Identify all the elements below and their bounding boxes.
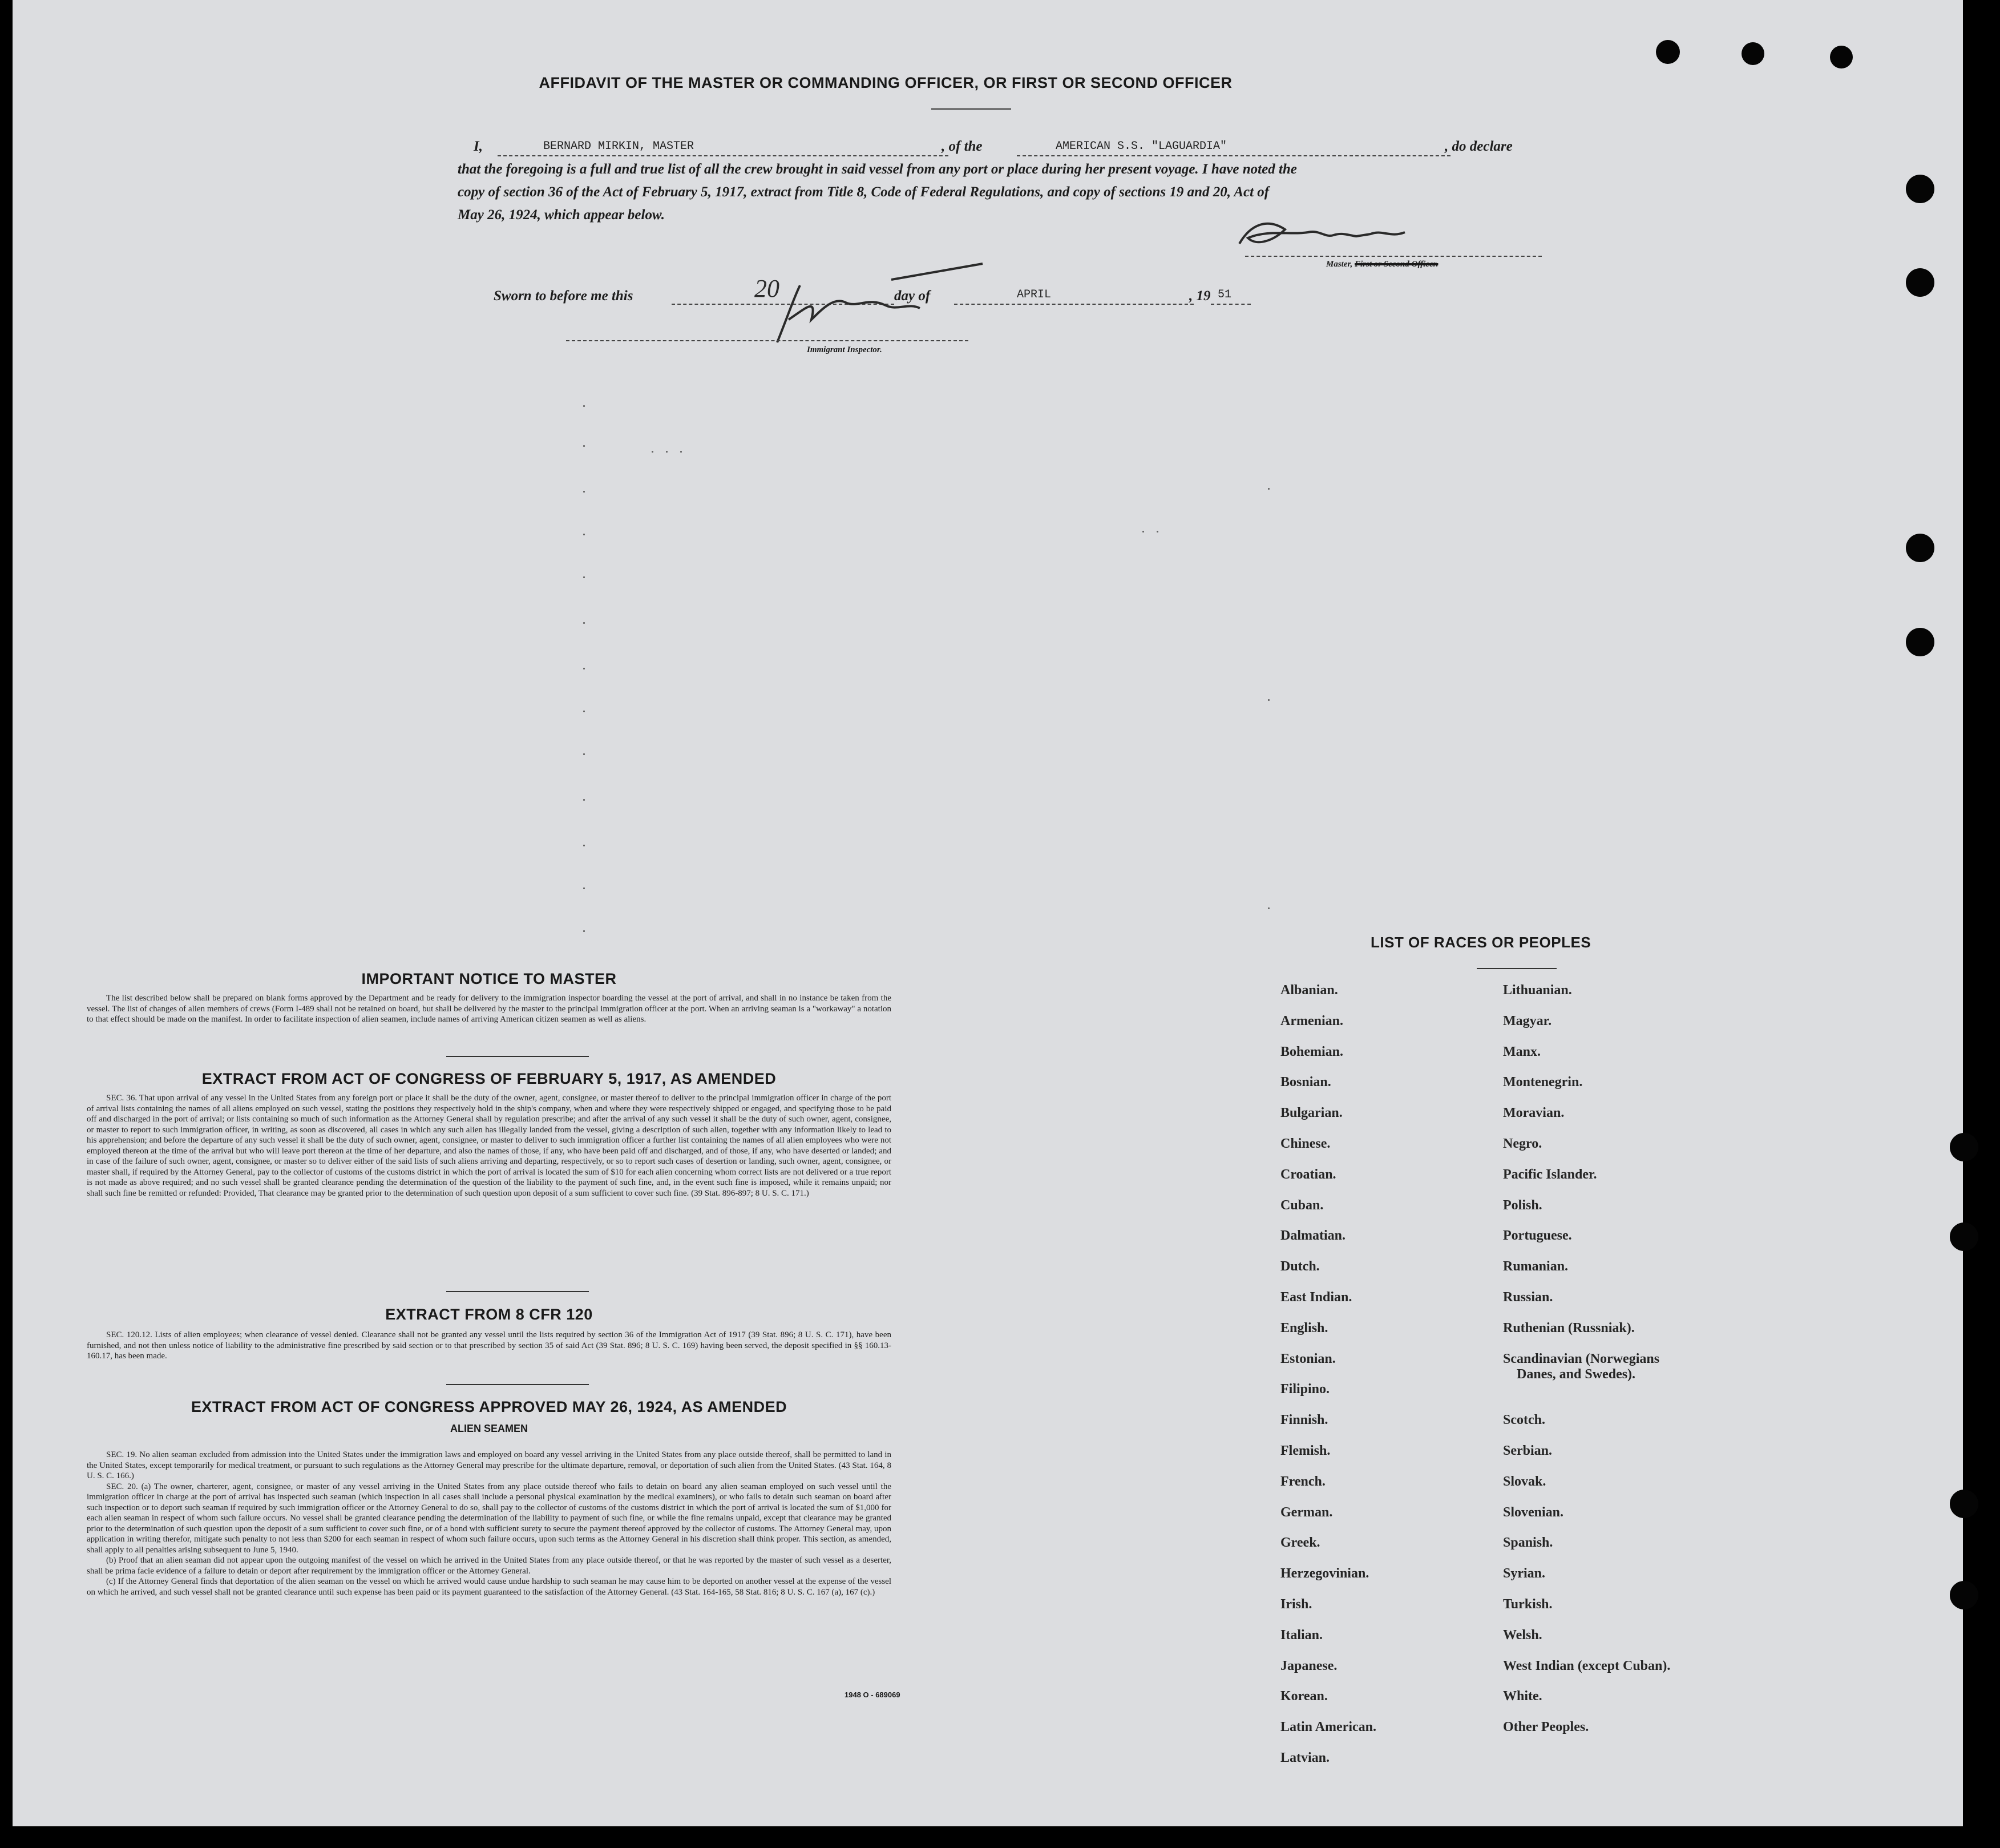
race-item	[1503, 1750, 1800, 1781]
leader-dot	[583, 711, 585, 712]
race-item: German.	[1280, 1504, 1333, 1520]
race-item: Estonian.	[1280, 1351, 1336, 1366]
sec19-paragraph: SEC. 19. No alien seaman excluded from admission into the United States under the immigration laws and employed on board any vessel arriving in the United States from any place outside thereof, shall be permitted to land in the United States, except temporarily for medical treatment, or pursuant to such regulations as the Attorney General may prescribe for the ultimate departure, removal, or deportation of such alien from the United States. (43 Stat. 164, 8 U. S. C. 166.)	[87, 1450, 891, 1480]
race-item: Irish.	[1280, 1596, 1312, 1612]
leader-dot	[583, 799, 585, 801]
race-item: White.	[1503, 1689, 1542, 1704]
race-item: Welsh.	[1503, 1627, 1542, 1643]
race-item: Cuban.	[1280, 1197, 1324, 1213]
punch-hole	[1830, 46, 1853, 68]
print-code: 1948 O - 689069	[845, 1690, 900, 1699]
leader-dot	[1268, 907, 1270, 909]
name-blank	[498, 155, 948, 156]
race-item: Serbian.	[1503, 1443, 1553, 1458]
extract-cfr-body	[87, 1330, 891, 1362]
year-blank	[1211, 304, 1251, 305]
race-item: Herzegovinian.	[1280, 1566, 1369, 1581]
inspector-caption: Immigrant Inspector.	[807, 345, 882, 354]
race-item: English.	[1280, 1320, 1328, 1335]
leader-dot	[1268, 699, 1270, 701]
extract-cfr-title: EXTRACT FROM 8 CFR 120	[385, 1306, 593, 1323]
leader-dot	[583, 668, 585, 669]
leader-dot	[652, 451, 653, 453]
race-item: Moravian.	[1503, 1105, 1565, 1121]
leader-dot	[583, 534, 585, 535]
sworn-year: 51	[1218, 288, 1232, 301]
inspector-blank	[566, 340, 968, 341]
signature-blank	[1245, 256, 1542, 257]
extract-1917-body	[87, 1093, 891, 1199]
race-item: Italian.	[1280, 1627, 1323, 1643]
races-title-underline	[1477, 968, 1557, 969]
race-item: Russian.	[1503, 1289, 1553, 1305]
punch-hole	[1906, 175, 1934, 203]
race-item: Spanish.	[1503, 1535, 1553, 1551]
race-item: Syrian.	[1503, 1566, 1546, 1581]
leader-dot	[583, 930, 585, 932]
punch-hole	[1950, 1222, 1978, 1251]
leader-dot	[1268, 488, 1270, 490]
leader-dot	[1157, 531, 1158, 532]
punch-hole	[1950, 1133, 1978, 1161]
race-item: Dutch.	[1280, 1259, 1320, 1274]
race-item: Scotch.	[1503, 1413, 1545, 1428]
race-item: Dalmatian.	[1280, 1228, 1346, 1244]
notice-paragraph: The list described below shall be prepared on blank forms approved by the Department and be ready for delivery to the immigration inspector boarding the vessel at the port of arrival, and shall in no instance be taken from the vessel. The list of changes of alien members of crews (Form I-489 shall not be retained on board, but shall be delivered by the master to the principal immigration officer at the port. When an arriving seaman is a "workaway" a notation to that effect should be made on the manifest. In order to facilitate inspection of alien seamen, include names of arriving American citizen seamen as well as aliens.	[87, 994, 891, 1024]
form-page	[13, 0, 1963, 1826]
vessel-blank	[1017, 155, 1450, 156]
section-divider	[446, 1291, 589, 1292]
leader-dot	[583, 576, 585, 578]
races-title: LIST OF RACES OR PEOPLES	[1371, 934, 1591, 951]
race-item: Filipino.	[1280, 1382, 1330, 1397]
signature-caption	[1326, 260, 1438, 269]
leader-dot	[666, 451, 668, 453]
struck-caption: First or Second Officer.	[1355, 260, 1439, 269]
race-item: Bulgarian.	[1280, 1105, 1343, 1121]
race-item: Magyar.	[1503, 1013, 1552, 1028]
notice-title: IMPORTANT NOTICE TO MASTER	[361, 970, 617, 987]
sec20a-paragraph: SEC. 20. (a) The owner, charterer, agent, consignee, or master of any vessel arriving in the United States from any place outside thereof who fails to detain on board any alien seaman employed on such vessel until the immigration officer in charge at the port of arrival has inspected such seaman (which inspection in all cases shall include a personal physical examination by the medical examiners), or who fails to detain such seaman on board after such inspection or to deport such seaman if required by such immigration officer or the Attorney General to do so, shall pay to the collector of customs of the customs district in which the port of arrival is located the sum of $1,000 for each alien seaman in respect of whom such failure occurs. No vessel shall be granted clearance pending the determination of the liability to payment of such fine, or while the fine remains unpaid, except that clearance may be granted prior to the determination of such question upon the deposit of a sum sufficient to cover such fine, or of a bond with sufficient surety to secure the payment thereof approved by the collector of customs. The Attorney General may, upon application in writing therefor, mitigate such penalty to not less than $200 for each seaman in respect of whom such failure occurs, upon such terms as the Attorney General in his discretion shall think proper. This section, as amended, shall apply to all penalties arising subsequent to June 5, 1940.	[87, 1482, 891, 1555]
race-item: French.	[1280, 1474, 1326, 1489]
race-item: Chinese.	[1280, 1136, 1331, 1151]
master-name: BERNARD MIRKIN, MASTER	[543, 140, 694, 153]
leader-dot	[583, 405, 585, 407]
race-item: Pacific Islander.	[1503, 1167, 1597, 1182]
leader-dot	[583, 887, 585, 889]
races-column-2	[1503, 983, 1800, 1781]
leader-dot	[583, 845, 585, 846]
race-item	[1503, 1382, 1800, 1413]
race-item: Bosnian.	[1280, 1075, 1331, 1090]
sworn-day: 20	[754, 275, 779, 302]
race-item: Other Peoples.	[1503, 1720, 1589, 1735]
race-item: Latvian.	[1280, 1750, 1330, 1765]
title-underline	[931, 108, 1011, 110]
race-item: Finnish.	[1280, 1413, 1328, 1428]
race-item: Albanian.	[1280, 983, 1338, 998]
year-prefix: , 19	[1189, 288, 1211, 304]
section-divider	[446, 1056, 589, 1057]
punch-hole	[1656, 40, 1680, 64]
race-item: East Indian.	[1280, 1289, 1352, 1305]
sworn-month: APRIL	[1017, 288, 1052, 301]
master-caption: Master,	[1326, 260, 1353, 269]
declaration-text: that the foregoing is a full and true list of all the crew brought in said vessel from any port or place during her present voyage. I have noted the	[458, 162, 1297, 177]
race-item: Latin American.	[1280, 1720, 1376, 1735]
notice-body	[87, 993, 891, 1025]
extract-1924-title: EXTRACT FROM ACT OF CONGRESS APPROVED MAY 26, 1924, AS AMENDED	[191, 1398, 787, 1415]
punch-hole	[1950, 1581, 1978, 1609]
race-item: Japanese.	[1280, 1658, 1338, 1673]
sworn-label: Sworn to before me this	[494, 288, 633, 304]
race-item: Korean.	[1280, 1689, 1328, 1704]
race-item: Bohemian.	[1280, 1044, 1344, 1059]
inspector-signature	[754, 263, 994, 348]
race-item: West Indian (except Cuban).	[1503, 1658, 1671, 1673]
declaration-text: copy of section 36 of the Act of February 5, 1917, extract from Title 8, Code of Federal Regulations, and copy of sections 19 and 20, Act of	[458, 184, 1270, 200]
race-item: Turkish.	[1503, 1596, 1553, 1612]
punch-hole	[1950, 1490, 1978, 1518]
race-item: Ruthenian (Russniak).	[1503, 1320, 1635, 1335]
race-item: Lithuanian.	[1503, 983, 1572, 998]
punch-hole	[1906, 268, 1934, 297]
punch-hole	[1742, 42, 1764, 65]
race-item: Croatian.	[1280, 1167, 1336, 1182]
master-signature	[1234, 212, 1450, 258]
race-item: Flemish.	[1280, 1443, 1331, 1458]
vessel-name: AMERICAN S.S. "LAGUARDIA"	[1056, 140, 1227, 153]
leader-dot	[583, 491, 585, 493]
race-item: Rumanian.	[1503, 1259, 1569, 1274]
race-item: Slovenian.	[1503, 1504, 1564, 1520]
races-column-1	[1280, 983, 1497, 1781]
race-item: Slovak.	[1503, 1474, 1546, 1489]
leader-dot	[583, 445, 585, 447]
sec20c-paragraph: (c) If the Attorney General finds that deportation of the alien seaman on the vessel on which he arrived would cause undue hardship to such seaman he may cause him to be deported on another vessel at the expense of the vessel on which he arrived, and such vessel shall not be granted clearance until such expense has been paid or its payment guaranteed to the satisfaction of the Attorney General. (43 Stat. 164-165, 58 Stat. 816; 8 U. S. C. 167 (a), 167 (c).)	[87, 1577, 891, 1597]
race-item: Scandinavian (Norwegians Danes, and Swedes).	[1503, 1351, 1660, 1382]
race-item: Portuguese.	[1503, 1228, 1572, 1244]
day-of-label: day of	[894, 288, 931, 304]
leader-dot	[1142, 531, 1144, 532]
sec36-paragraph: SEC. 36. That upon arrival of any vessel in the United States from any foreign port or place it shall be the duty of the owner, agent, consignee, or master thereof to deliver to the principal immigration officer in charge of the port of arrival lists containing the names of all aliens employed on such vessel, stating the positions they respectively hold in the ship's company, when and where they were respectively shipped or engaged, and specifying those to be paid off and discharged in the port of arrival; or lists containing so much of such information as the Attorney General shall by regulation prescribe; and after the arrival of any such vessel it shall be the duty of such owner, agent, consignee, or master to report to such immigration officer, in writing, as soon as discovered, all cases in which any such alien has illegally landed from the vessel, giving a description of such alien, together with any information likely to lead to his apprehension; and before the departure of any such vessel it shall be the duty of such owner, agent, consignee, or master to deliver to such immigration officer a further list containing the names of all alien employees who were not employed thereon at the time of the arrival but who will leave port thereon at the time of her departure, and also the names of those, if any, who have been paid off and discharged, and of those, if any, who have deserted or landed; and in case of the failure of such owner, agent, consignee, or master so to deliver either of the said lists of such aliens arriving and departing, respectively, or so to report such cases of desertion or landing, such owner, agent, consignee, or master shall, if required by the Attorney General, pay to the collector of customs of the customs district in which the port of arrival is located the sum of $10 for each alien concerning whom correct lists are not delivered or a true report is not made as above required; and no such vessel shall be granted clearance pending the determination of the question of the liability to the payment of such fine, and, in the event such fine is imposed, while it remains unpaid; nor shall such fine be remitted or refunded: Provided, That clearance may be granted prior to the determination of such question upon deposit of a sum sufficient to cover such fine. (39 Stat. 896-897; 8 U. S. C. 171.)	[87, 1094, 891, 1198]
sec20b-paragraph: (b) Proof that an alien seaman did not appear upon the outgoing manifest of the vessel on which he arrived in the United States from any place outside thereof, or that he was reported by the master of such vessel as a deserter, shall be prima facie evidence of a failure to detain or deport after requirement by the immigration officer or the Attorney General.	[87, 1556, 891, 1576]
race-item: Armenian.	[1280, 1013, 1343, 1028]
leader-dot	[583, 753, 585, 755]
leader-dot	[680, 451, 682, 453]
race-item: Greek.	[1280, 1535, 1320, 1551]
do-declare-label: , do declare	[1445, 139, 1513, 154]
extract-1924-subtitle: ALIEN SEAMEN	[450, 1423, 528, 1434]
sec120-paragraph: SEC. 120.12. Lists of alien employees; when clearance of vessel denied. Clearance shall not be granted any vessel until the lists required by section 36 of the Immigration Act of 1917 (39 Stat. 896; 8 U. S. C. 171), have been furnished, and not then unless notice of liability to the administrative fine prescribed by said section or to that prescribed by section 35 of said Act (39 Stat. 896; 8 U. S. C. 169) having been served, the deposit specified in §§ 160.13-160.17, has been made.	[87, 1330, 891, 1361]
extract-1917-title: EXTRACT FROM ACT OF CONGRESS OF FEBRUARY 5, 1917, AS AMENDED	[201, 1070, 777, 1087]
race-item: Montenegrin.	[1503, 1075, 1583, 1090]
i-label: I,	[474, 139, 483, 154]
race-item: Negro.	[1503, 1136, 1542, 1151]
leader-dot	[583, 622, 585, 624]
punch-hole	[1906, 534, 1934, 562]
affidavit-title: AFFIDAVIT OF THE MASTER OR COMMANDING OFFICER, OR FIRST OR SECOND OFFICER	[539, 74, 1233, 91]
section-divider	[446, 1384, 589, 1385]
race-item: Manx.	[1503, 1044, 1541, 1059]
of-the-label: , of the	[942, 139, 983, 154]
race-item: Polish.	[1503, 1197, 1542, 1213]
punch-hole	[1906, 628, 1934, 656]
declaration-text: May 26, 1924, which appear below.	[458, 207, 665, 223]
extract-1924-body	[87, 1450, 891, 1597]
